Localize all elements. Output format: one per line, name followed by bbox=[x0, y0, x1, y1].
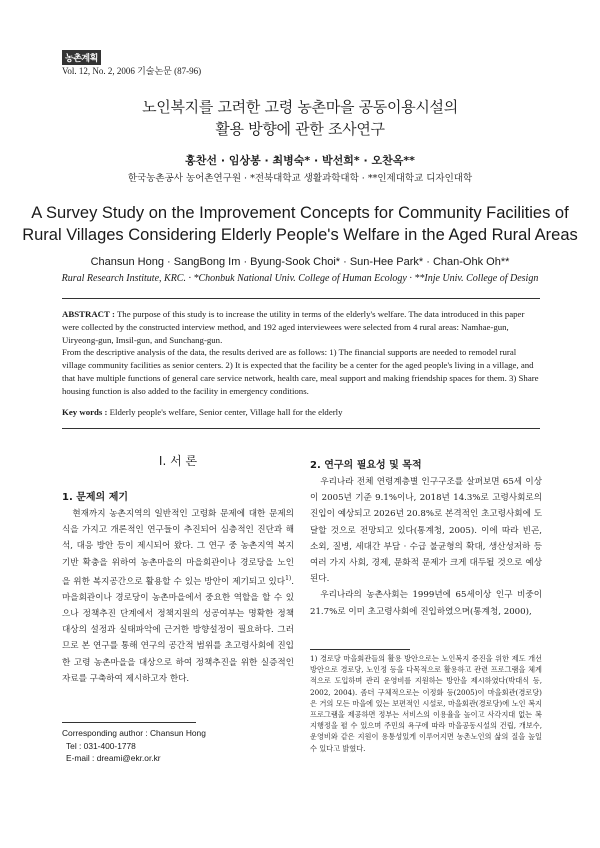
english-affiliations: Rural Research Institute, KRC. · *Chonbuk National Univ. College of Human Ecology · **Inje Univ. College of Design bbox=[61, 273, 539, 284]
corresponding-info bbox=[62, 727, 206, 765]
abstract-p2: From the descriptive analysis of the data, the results derived are as follows: 1) The financial supports are needed to remodel rural village community facilities as senior centers. 2) It is expected that the facility be a center for the aged people's living in a village, and that have multiple functions of general care service network, health care, meal support and making friendship spaces for them. 3) Share housing function is also added to the facility in emergency conditions. bbox=[62, 347, 539, 396]
right-body bbox=[310, 474, 542, 620]
left-body bbox=[62, 506, 294, 687]
abstract bbox=[62, 308, 540, 398]
section-2-heading: 2. 연구의 필요성 및 목적 bbox=[310, 460, 422, 471]
corr-email: E-mail : dreami@ekr.or.kr bbox=[66, 753, 161, 763]
abstract-p1: The purpose of this study is to increase the utility in terms of the elderly's welfare. The data introduced in this paper were collected by the constructed interview method, and 192 aged interviewees were selected from 4 rural areas: Namhae-gun, Uiryeong-gun, Imsil-gun, and Sunchang-gun. bbox=[62, 309, 525, 345]
section-1-heading: 1. 문제의 제기 bbox=[62, 492, 129, 503]
keywords bbox=[62, 407, 540, 417]
chapter-heading: I. 서 론 bbox=[158, 454, 198, 468]
corr-author: Corresponding author : Chansun Hong bbox=[62, 728, 206, 738]
divider-top bbox=[62, 298, 540, 299]
korean-affiliations: 한국농촌공사 농어촌연구원 · *전북대학교 생활과학대학 · **인제대학교 디자인대학 bbox=[127, 173, 473, 184]
korean-title-line2: 활용 방향에 관한 조사연구 bbox=[215, 120, 385, 138]
footnote-divider bbox=[310, 649, 410, 650]
right-para1: 우리나라 전체 연령계층별 인구구조를 살펴보면 65세 이상이 2005년 기준 9.1%이나, 2018년 14.3%로 고령사회로의 진입이 예상되고 2026년 20.8%로 본격적인 초고령사회에 도달할 것으로 전망되고 있다(통계청, 2005). 이에 따라 빈곤, 소외, 질병, 세대간 부담 · 수급 불균형의 확대, 생산성저하 등 여러 가지 사회, 경제, 문화적 문제가 크게 대두될 것으로 예상된다. bbox=[310, 477, 542, 585]
korean-authors: 홍찬선 · 임상봉 · 최병숙* · 박선희* · 오찬옥** bbox=[185, 154, 415, 167]
english-title-line1: A Survey Study on the Improvement Concepts for Community Facilities of bbox=[31, 204, 569, 222]
keywords-text: Elderly people's welfare, Senior center, Village hall for the elderly bbox=[109, 407, 343, 417]
left-para1-rest: . 마을회관이나 경로당이 농촌마을에서 중요한 역할을 할 수 있으나 정책추진 단계에서 정책지원의 성공여부는 명확한 정책대상의 설정과 실태파악에 근거한 방향설정이 필요하다. 그러므로 본 연구를 통해 연구의 공간적 범위를 초고령사회에 진입한 고령 농촌마을을 대상으로 하여 정책추진을 위한 실증적인 자료를 구축하여 제시하고자 한다. bbox=[62, 576, 294, 684]
divider-bottom bbox=[62, 428, 540, 429]
journal-badge: 농촌계획 bbox=[62, 50, 101, 65]
english-authors: Chansun Hong · SangBong Im · Byung-Sook Choi* · Sun-Hee Park* · Chan-Ohk Oh** bbox=[90, 256, 510, 268]
corr-divider bbox=[62, 722, 196, 723]
left-para1: 현재까지 농촌지역의 일반적인 고령화 문제에 대한 문제의식을 가지고 개론적인 연구들이 추진되어 심층적인 진단과 해석, 대응 방안 등이 제시되어 왔다. 그 연구 중 농촌지역 복지기반 확충을 위하여 농촌마을의 마을회관이나 경로당을 노인을 위한 복지공간으로 활용할 수 있는 방안이 제기되고 있다 bbox=[62, 509, 294, 587]
right-para2: 우리나라의 농촌사회는 1999년에 65세이상 인구 비중이 21.7%로 이미 초고령사회에 진입하였으며(통계청, 2000), bbox=[310, 590, 542, 617]
footnote bbox=[310, 653, 542, 754]
keywords-label: Key words : bbox=[62, 407, 108, 417]
footnote-ref: 1) bbox=[285, 574, 292, 582]
abstract-label: ABSTRACT : bbox=[62, 309, 115, 319]
footnote-text: 1) 경로당 마을회관들의 활용 방안으로는 노인복지 증진을 위한 제도 개선방안으로 경로당, 노인정 등을 다목적으로 활용하고 관련 프로그램을 체계적으로 도입하며 관리 운영비를 지원하는 방안을 제시하였다(박대식 등, 2002, 2004). 좀더 구체적으로는 이정화 등(2005)이 마을회관(경로당)은 거의 모든 마을에 있는 보편적인 시설로, 마을회관(경로당)에 노인 복지 프로그램을 제공하면 정부는 서비스의 이용율을 높이고 사각지대 없는 복지행정을 펼 수 있으며 주민의 욕구에 따라 마을공동시설의 건립, 개보수, 운영비와 같은 지원이 용통성있게 이루어지면 농촌노인의 삶의 질을 높일 수 있다고 밝혔다. bbox=[310, 654, 542, 753]
corr-tel: Tel : 031-400-1778 bbox=[66, 740, 136, 751]
english-title-line2: Rural Villages Considering Elderly People's Welfare in the Aged Rural Areas bbox=[22, 226, 578, 244]
volume-info: Vol. 12, No. 2, 2006 기술논문 (87-96) bbox=[62, 66, 202, 76]
korean-title-line1: 노인복지를 고려한 고령 농촌마을 공동이용시설의 bbox=[142, 98, 458, 116]
